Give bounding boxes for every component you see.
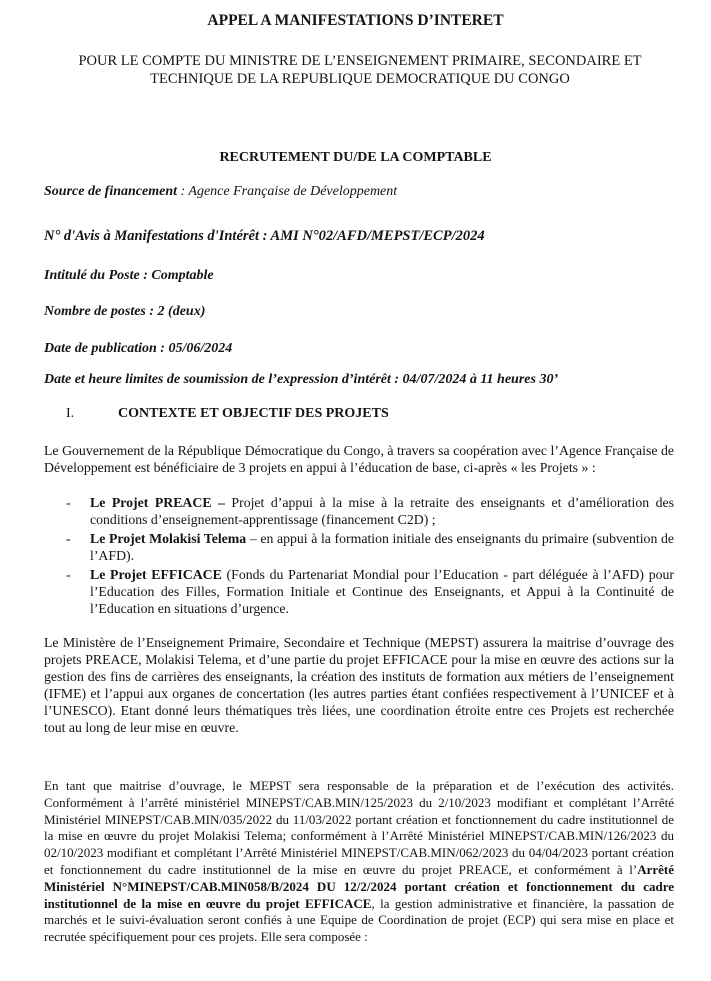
list-item: [66, 494, 674, 528]
deadline-field: [44, 372, 558, 388]
list-dash: -: [66, 531, 71, 546]
mepst-paragraph-end: , la gestion administrative et financière, la passation de marchés et le suivi-évaluation seront confiés à une Equipe de Coordination de projet (ECP) qui sera mise en place et recrutée spécifiquement pour ces projets. Elle sera composée :: [44, 895, 674, 945]
post-count-value: : 2 (deux): [145, 304, 206, 319]
notice-number-label: N° d'Avis à Manifestations d'Intérêt: [44, 228, 259, 244]
publication-date-value: : 05/06/2024: [156, 341, 233, 356]
deadline-value: : 04/07/2024 à 11 heures 30’: [390, 372, 559, 387]
projects-list: [66, 494, 674, 619]
deadline-label: Date et heure limites de soumission de l’expression d’intérêt: [44, 372, 391, 387]
mepst-paragraph: [44, 778, 674, 946]
project-name: Le Projet PREACE –: [90, 495, 225, 510]
project-name: Le Projet EFFICACE: [90, 567, 222, 582]
document-title: APPEL A MANIFESTATIONS D’INTERET: [207, 12, 504, 29]
ministry-paragraph: Le Ministère de l’Enseignement Primaire, Secondaire et Technique (MEPST) assurera la maitrise d’ouvrage des projets PREACE, Molakisi Telema, et d’une partie du projet EFFICACE pour la mise en œuvre des actions sur la gestion des fins de carrières des enseignants, la création des instituts de formation aux métiers de l’enseignement (IFME) et l’appui aux organes de concertation (les autres parties étant confiées respectivement à l’UNICEF et à l’UNESCO). Etant donné leurs thématiques très liées, une coordination étroite entre ces Projets est recherchée tout au long de leur mise en œuvre.: [44, 635, 674, 735]
post-title-value: : Comptable: [139, 268, 214, 283]
notice-number-value: : AMI N°02/AFD/MEPST/ECP/2024: [259, 228, 485, 244]
document-subtitle: POUR LE COMPTE DU MINISTRE DE L’ENSEIGNEMENT PRIMAIRE, SECONDAIRE ET TECHNIQUE DE LA REPUBLIQUE DEMOCRATIQUE DU CONGO: [78, 53, 642, 87]
list-dash: -: [66, 495, 71, 510]
post-title-label: Intitulé du Poste: [44, 268, 140, 283]
mepst-paragraph-text: En tant que maitrise d’ouvrage, le MEPST sera responsable de la préparation et de l’exécution des activités. Conformément à l’arrêté ministériel MINEPST/CAB.MIN/125/2023 du 2/10/2023 modifiant et complétant l’Arrêté Ministériel MINEPST/CAB.MIN/035/2022 du 11/03/2022 portant création et fonctionnement du cadre institutionnel de la mise en œuvre du projet Molakisi Telema; conformément à l’Arrêté Ministériel MINEPST/CAB.MIN/126/2023 du 02/10/2023 modifiant et complétant l’Arrêté Ministériel MINEPST/CAB.MIN/062/2023 du 04/04/2023 portant création et fonctionnement du cadre institutionnel de la mise en œuvre du projet PREACE, et conformément à l’: [44, 778, 674, 877]
efficace-decree: Arrêté Ministériel N°MINEPST/CAB.MIN058/B/2024 DU 12/2/2024 portant création et fonctionnement du cadre institutionnel de la mise en œuvre du projet EFFICACE: [44, 861, 674, 911]
post-count-label: Nombre de postes: [44, 304, 146, 319]
intro-paragraph: Le Gouvernement de la République Démocratique du Congo, à travers sa coopération avec l’Agence Française de Développement est bénéficiaire de 3 projets en appui à l’éducation de base, ci-après « les Projets » :: [44, 443, 674, 475]
recruitment-title: RECRUTEMENT DU/DE LA COMPTABLE: [219, 150, 492, 165]
notice-number-field: [44, 228, 485, 245]
project-description: (Fonds du Partenariat Mondial pour l’Education - part déléguée à l’AFD) pour l’Education des Filles, Formation Initiale et Continue des Enseignants, et Appui à la Continuité de l’Education en situations d’urgence.: [90, 567, 674, 616]
post-title-field: [44, 268, 214, 284]
list-item: [66, 530, 674, 564]
post-count-field: [44, 304, 205, 320]
funding-source-label: Source de financement: [44, 184, 177, 199]
funding-source-field: [44, 184, 397, 200]
list-dash: -: [66, 567, 71, 582]
project-name: Le Projet Molakisi Telema: [90, 531, 247, 546]
section-heading-title: CONTEXTE ET OBJECTIF DES PROJETS: [118, 406, 389, 421]
publication-date-label: Date de publication: [44, 341, 157, 356]
section-heading: [66, 406, 389, 422]
project-description: – en appui à la formation initiale des enseignants du primaire (subvention de l’AFD).: [90, 531, 674, 563]
funding-source-value: : Agence Française de Développement: [177, 184, 398, 199]
section-number: I.: [66, 406, 75, 421]
project-description: Projet d’appui à la mise à la retraite des enseignants et d’amélioration des conditions d’enseignement-apprentissage (financement C2D) ;: [90, 495, 674, 527]
list-item: [66, 566, 674, 617]
publication-date-field: [44, 341, 232, 357]
